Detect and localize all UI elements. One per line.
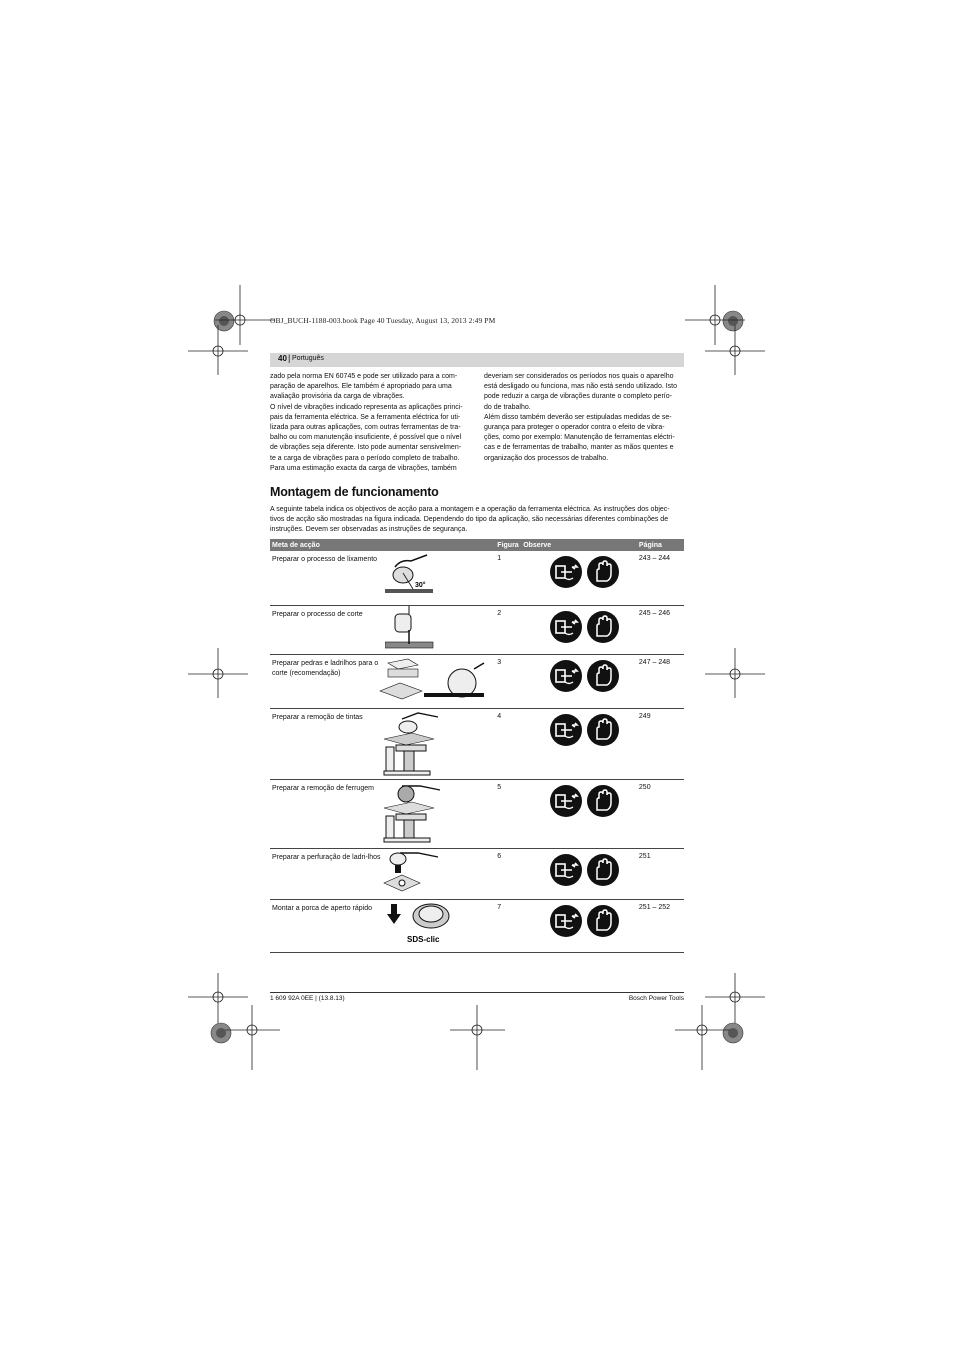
gloves-icon (586, 853, 620, 887)
gloves-icon-wrap (586, 555, 620, 591)
text-line: de vibrações seja diferente. Isto pode aumentar sensivelmen- (270, 444, 462, 452)
page-number: 40 (278, 354, 287, 363)
svg-text:SDS-clic: SDS-clic (407, 934, 440, 944)
cell-page: 250 (637, 779, 684, 848)
cell-page: 245 – 246 (637, 605, 684, 654)
text-line: A seguinte tabela indica os objectivos de acção para a montagem e a operação da ferramenta eléctrica. As instruções dos objec- (270, 506, 670, 513)
text-line: zado pela norma EN 60745 e pode ser utilizado para a com- (270, 373, 458, 380)
cell-figure: 3 (495, 654, 521, 708)
stone-cutting-illustration (378, 655, 490, 705)
cell-goal (270, 605, 495, 654)
gloves-icon (586, 713, 620, 747)
gloves-icon-wrap (586, 904, 620, 940)
table-row (270, 848, 684, 899)
cell-observe (521, 605, 637, 654)
table-row (270, 779, 684, 848)
cell-goal (270, 779, 495, 848)
goal-text: Preparar a remoção de tintas (272, 713, 363, 721)
unplug-icon (549, 904, 583, 938)
paint-removal-illustration (382, 711, 442, 777)
text-line: cas e de ferramentas de trabalho, manter as mãos quentes e (484, 444, 674, 452)
gloves-icon (586, 659, 620, 693)
cell-figure: 2 (495, 605, 521, 654)
unplug-icon (549, 555, 583, 589)
gloves-icon (586, 610, 620, 644)
gloves-icon-wrap (586, 610, 620, 646)
cell-page: 249 (637, 708, 684, 779)
gloves-icon-wrap (586, 659, 620, 695)
page-header-bar (270, 353, 684, 367)
tile-drilling-illustration (382, 849, 446, 895)
cell-figure: 4 (495, 708, 521, 779)
text-line: lizada para outras aplicações, com outras ferramentas de tra- (270, 424, 461, 432)
header-separator: | (288, 353, 291, 363)
cell-figure: 5 (495, 779, 521, 848)
gloves-icon (586, 904, 620, 938)
unplug-icon (549, 713, 583, 747)
sanding-illustration (385, 553, 435, 601)
right-column-text (484, 372, 689, 464)
cell-figure: 6 (495, 848, 521, 899)
cell-goal (270, 654, 495, 708)
gloves-icon-wrap (586, 784, 620, 820)
cell-goal (270, 848, 495, 899)
svg-text:30°: 30° (415, 582, 426, 589)
text-line: ções, como por exemplo: Manutenção de ferramentas eléctri- (484, 434, 675, 442)
cell-figure: 7 (495, 899, 521, 952)
cell-goal (270, 551, 495, 605)
text-line: deveriam ser considerados os períodos nos quais o aparelho (484, 373, 674, 380)
footer-brand: Bosch Power Tools (628, 995, 684, 1002)
text-line: pais da ferramenta eléctrica. Se a ferramenta eléctrica for uti- (270, 413, 461, 421)
goal-text: Preparar a perfuração de ladri-lhos (272, 853, 381, 861)
intro-paragraph (270, 505, 690, 536)
cell-observe (521, 899, 637, 952)
table-row (270, 899, 684, 952)
table-row (270, 654, 684, 708)
text-line: te a carga de vibrações para o período completo de trabalho. (270, 454, 460, 462)
text-line: avaliação provisória da carga de vibrações. (270, 393, 405, 401)
unplug-icon (549, 784, 583, 818)
text-line: tivos de acção são mostradas na figura indicada. Dependendo do tipo da aplicação, são necessárias diferentes combinações de (270, 516, 669, 524)
cell-observe (521, 654, 637, 708)
action-goals-table (270, 539, 684, 953)
unplug-icon-wrap (549, 784, 583, 820)
unplug-icon-wrap (549, 713, 583, 749)
col-header-observe: Observe (521, 539, 637, 551)
cutting-illustration (385, 606, 435, 652)
footer-doc-code: 1 609 92A 0EE | (13.8.13) (270, 995, 345, 1002)
goal-text: Preparar pedras e ladrilhos para o corte (recomendação) (272, 659, 379, 677)
goal-text: Preparar o processo de corte (272, 610, 363, 618)
gloves-icon-wrap (586, 853, 620, 889)
table-row (270, 605, 684, 654)
cell-observe (521, 551, 637, 605)
quick-nut-illustration (385, 900, 455, 950)
col-header-goal: Meta de acção (270, 539, 495, 551)
cell-observe (521, 708, 637, 779)
unplug-icon (549, 659, 583, 693)
header-language: Português (292, 355, 324, 362)
table-row (270, 551, 684, 605)
gloves-icon (586, 555, 620, 589)
text-line: Para uma estimação exacta da carga de vibrações, também (270, 464, 457, 472)
unplug-icon-wrap (549, 853, 583, 889)
table-row (270, 708, 684, 779)
cell-figure: 1 (495, 551, 521, 605)
unplug-icon-wrap (549, 904, 583, 940)
cell-goal (270, 899, 495, 952)
text-line: paração de aparelhos. Ele também é apropriado para uma (270, 383, 452, 391)
cell-page: 251 (637, 848, 684, 899)
unplug-icon-wrap (549, 610, 583, 646)
unplug-icon (549, 610, 583, 644)
col-header-page: Página (637, 539, 684, 551)
col-header-figure: Figura (495, 539, 521, 551)
gloves-icon-wrap (586, 713, 620, 749)
cell-page: 243 – 244 (637, 551, 684, 605)
cell-page: 247 – 248 (637, 654, 684, 708)
cell-observe (521, 848, 637, 899)
unplug-icon-wrap (549, 555, 583, 591)
book-info-line: OBJ_BUCH-1188-003.book Page 40 Tuesday, August 13, 2013 2:49 PM (270, 316, 496, 325)
left-column-text (270, 372, 475, 474)
footer-rule (270, 992, 684, 993)
text-line: pode reduzir a carga de vibrações durante o completo perío- (484, 393, 672, 401)
section-title: Montagem de funcionamento (270, 485, 439, 499)
cell-page: 251 – 252 (637, 899, 684, 952)
goal-text: Preparar o processo de lixamento (272, 556, 378, 563)
cell-observe (521, 779, 637, 848)
text-line: O nível de vibrações indicado representa as aplicações princi- (270, 403, 463, 411)
rust-removal-illustration (382, 782, 446, 846)
goal-text: Preparar a remoção de ferrugem (272, 784, 374, 792)
text-line: do de trabalho. (484, 403, 531, 411)
text-line: está desligado ou funciona, mas não está sendo utilizado. Isto (484, 383, 678, 391)
table-header-row (270, 539, 684, 551)
text-line: instruções. Devem ser observadas as instruções de segurança. (270, 526, 468, 534)
unplug-icon (549, 853, 583, 887)
goal-text: Montar a porca de aperto rápido (272, 904, 373, 912)
unplug-icon-wrap (549, 659, 583, 695)
gloves-icon (586, 784, 620, 818)
text-line: gurança para proteger o operador contra o efeito de vibra- (484, 424, 665, 432)
cell-goal (270, 708, 495, 779)
text-line: organização dos processos de trabalho. (484, 454, 609, 462)
text-line: Além disso também deverão ser estipuladas medidas de se- (484, 413, 672, 421)
text-line: balho ou com manutenção insuficiente, é possível que o nível (270, 434, 462, 442)
